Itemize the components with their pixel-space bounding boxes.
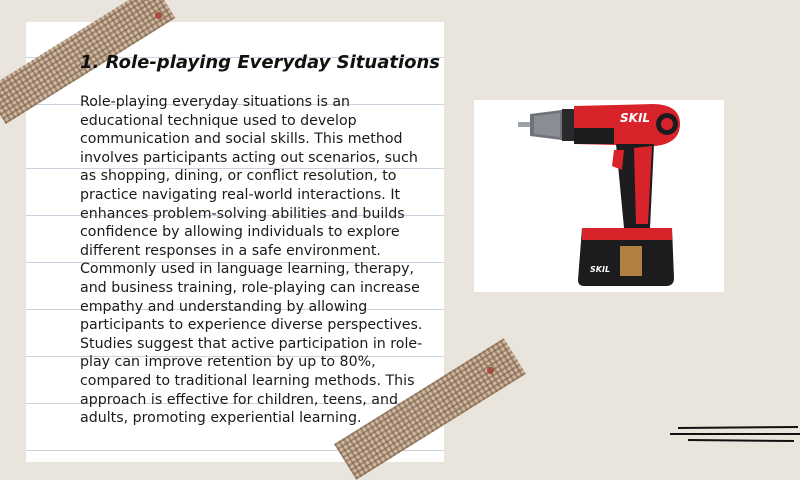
tape-pin-dot	[155, 12, 162, 19]
drill-brand-logo: SKIL	[620, 111, 651, 125]
section-heading: 1. Role-playing Everyday Situations	[80, 52, 441, 73]
belt-clip	[620, 246, 642, 276]
battery-brand-logo: SKIL	[590, 265, 611, 274]
drill-trigger	[612, 150, 624, 170]
cordless-drill-image	[474, 100, 724, 292]
section-paragraph: Role-playing everyday situations is an educational technique used to develop communication and social skills. This method involves participants acting out scenarios, such as shopping, dining, or conflict resolution, to practice navigating real-world interactions. It enhances problem-solving abilities and builds confidence by allowing individuals to explore different responses in a safe environment. Commonly used in language learning, therapy, and business training, role-playing can increase empathy and understanding by allowing participants to experience diverse perspectives. Studies suggest that active participation in role-play can improve retention by up to 80%, compared to traditional learning methods. This approach is effective for children, teens, and adults, promoting experiential learning.	[80, 94, 423, 427]
product-image-frame	[474, 100, 724, 292]
decorative-lines	[670, 424, 800, 446]
drill-bit	[518, 122, 532, 127]
tape-pin-dot	[487, 367, 494, 374]
